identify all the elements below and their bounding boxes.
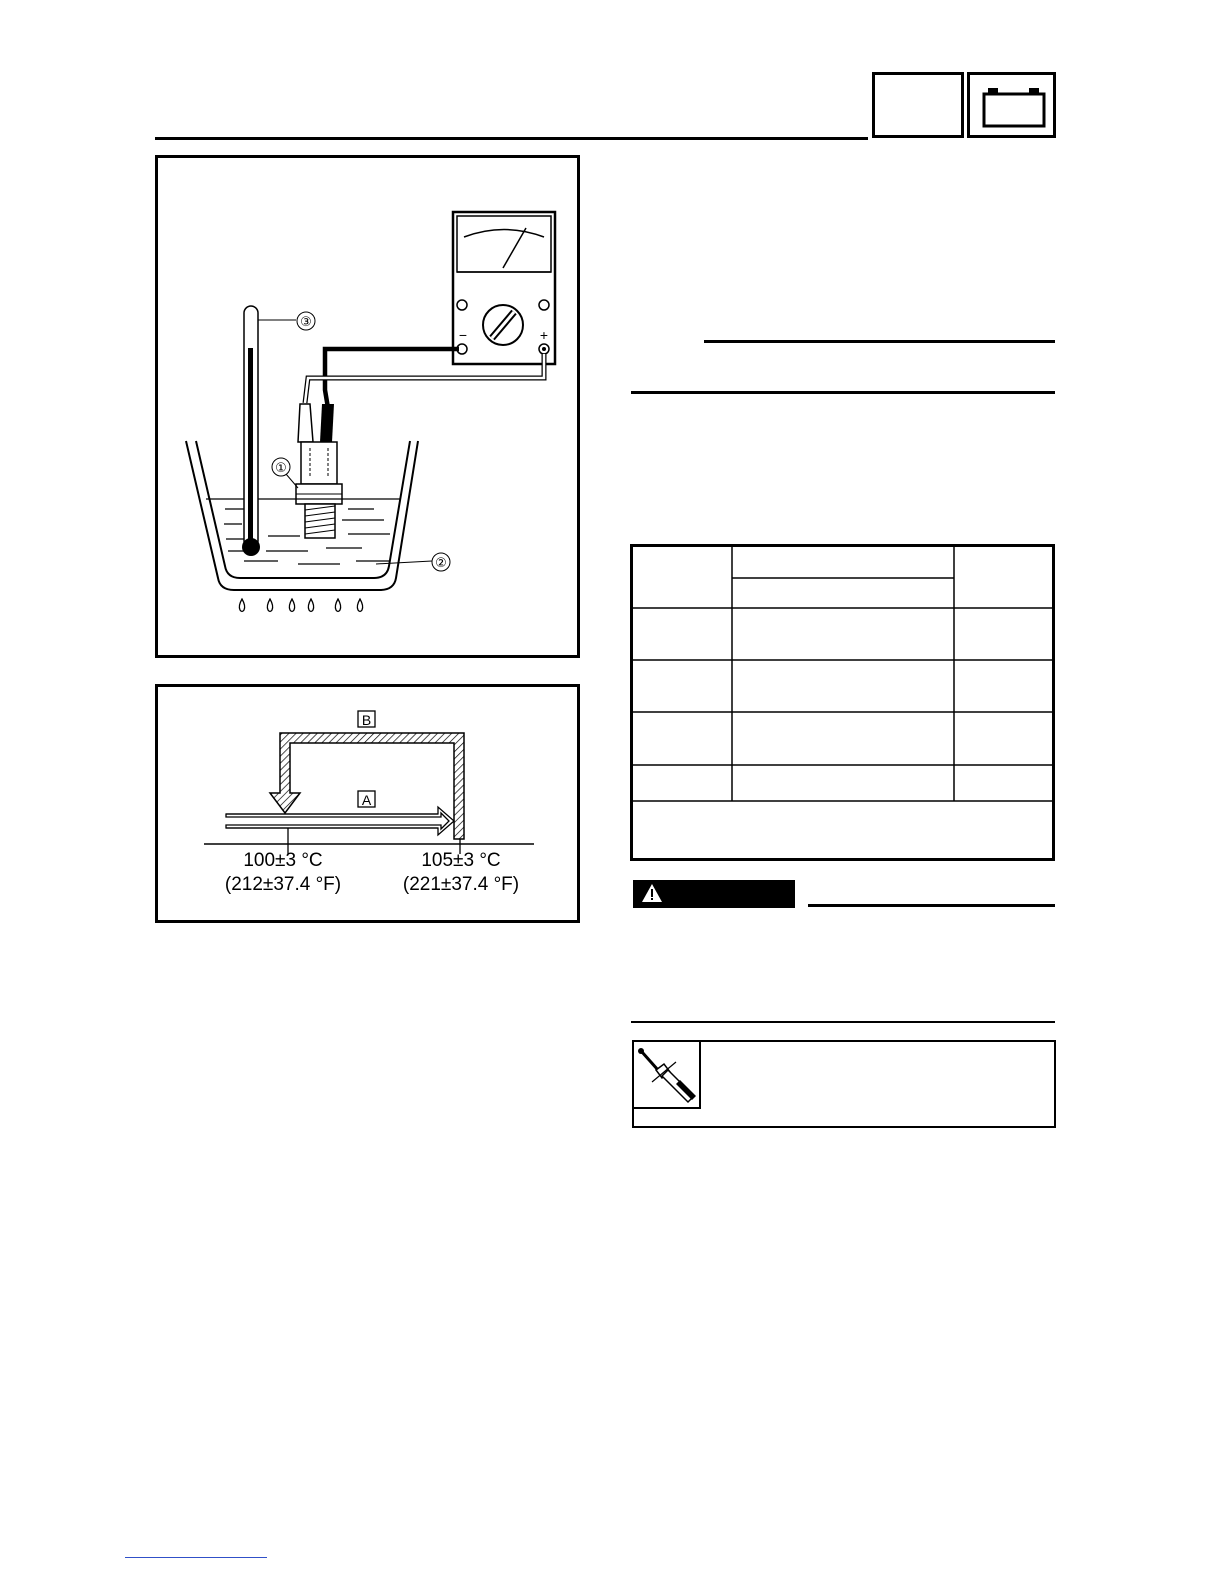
footer-link[interactable] [125, 1557, 267, 1558]
switch-off-temp-c: 105±3 °C [421, 850, 501, 871]
warning-triangle-icon [633, 880, 795, 908]
switch-on-temperature [198, 849, 368, 897]
switch-off-temp-f: (221±37.4 °F) [402, 874, 520, 895]
on-path-arrow [226, 807, 454, 835]
tool-icon-box [632, 1040, 701, 1109]
callout-3: ③ [300, 315, 312, 330]
callout-2: ② [435, 556, 447, 571]
spec-table [630, 544, 1055, 861]
section-icon-box [967, 72, 1056, 138]
note-end-rule [631, 391, 1055, 394]
warning-heading-rule [808, 904, 1055, 907]
note-heading-rule [704, 340, 1055, 343]
header-rule [155, 137, 868, 140]
switch-on-temp-f: (212±37.4 °F) [224, 874, 342, 895]
switch-off-temperature [376, 849, 546, 897]
section-code-box [872, 72, 964, 138]
flame-icon [239, 599, 362, 612]
meter-plus-label: + [539, 327, 549, 343]
switch-on-temp-c: 100±3 °C [243, 850, 323, 871]
callout-1: ① [275, 461, 287, 476]
screwdriver-icon [634, 1042, 699, 1107]
thermometer-icon [242, 306, 260, 556]
battery-icon [970, 75, 1053, 135]
warning-badge [633, 880, 795, 908]
warning-end-rule [631, 1021, 1055, 1023]
off-path-arrow [270, 733, 464, 839]
label-b: B [361, 712, 372, 728]
switch-temperature-diagram [155, 684, 580, 923]
thermo-switch-icon [296, 442, 342, 538]
black-clip [320, 404, 334, 442]
white-clip [298, 404, 313, 442]
meter-minus-label: − [458, 327, 468, 343]
thermo-switch-test-figure [155, 155, 580, 658]
label-a: A [361, 792, 372, 808]
